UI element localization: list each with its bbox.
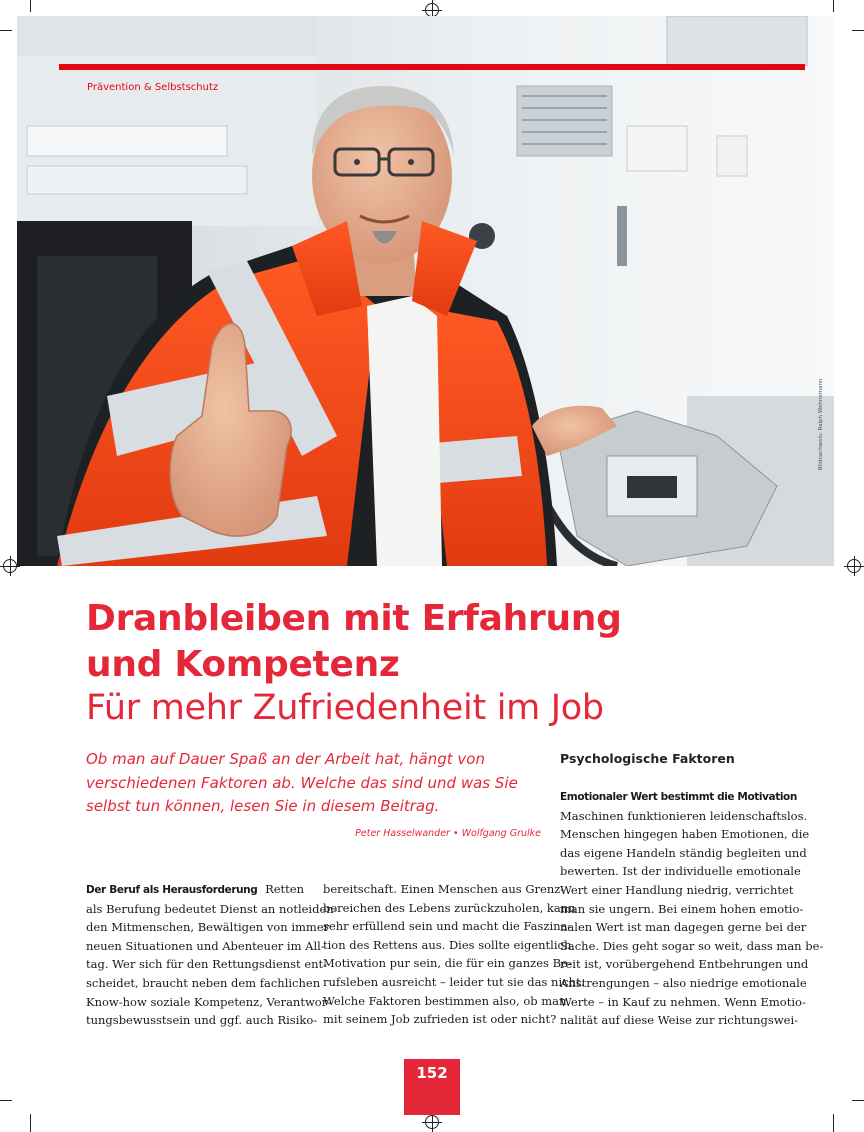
registration-mark-icon xyxy=(3,559,17,573)
crop-mark xyxy=(0,1100,12,1101)
header-red-bar xyxy=(59,64,805,70)
section-label: Prävention & Selbstschutz xyxy=(87,82,219,93)
body-line: bewerten. Ist der individuelle emotionale xyxy=(560,864,801,879)
body-line: mit seinem Job zufrieden ist oder nicht? xyxy=(323,1012,557,1027)
body-line: Wert einer Handlung niedrig, verrichtet xyxy=(560,882,794,897)
crop-mark xyxy=(0,30,12,31)
body-line: rufsleben ausreicht – leider tut sie das nicht. xyxy=(323,974,585,989)
hero-photo xyxy=(17,16,834,566)
page-number: 152 xyxy=(416,1064,448,1082)
registration-mark-icon xyxy=(847,559,861,573)
article-title xyxy=(86,596,622,688)
crop-mark xyxy=(30,0,31,12)
body-text: Retten xyxy=(265,882,304,896)
body-line: scheidet, braucht neben dem fachlichen xyxy=(86,975,321,990)
body-line: nalität auf diese Weise zur richtungswei- xyxy=(560,1013,799,1028)
paragraph-kicker: Emotionaler Wert bestimmt die Motivation xyxy=(560,791,797,803)
body-column-1 xyxy=(86,880,338,1030)
body-line: Sache. Dies geht sogar so weit, dass man be- xyxy=(560,938,824,953)
body-line: Anstrengungen – also niedrige emotionale xyxy=(560,975,807,990)
paramedic-illustration xyxy=(17,16,834,566)
lead-line: verschiedenen Faktoren ab. Welche das sind und was Sie xyxy=(86,773,518,792)
body-line: Werte – in Kauf zu nehmen. Wenn Emotio- xyxy=(560,994,806,1009)
body-line xyxy=(86,880,304,900)
body-line: nalen Wert ist man dagegen gerne bei der xyxy=(560,920,807,935)
body-line: sehr erfüllend sein und macht die Faszina- xyxy=(323,919,572,934)
paragraph-kicker: Der Beruf als Herausforderung xyxy=(86,884,258,896)
registration-mark-icon xyxy=(425,3,439,17)
crop-mark xyxy=(833,1114,834,1132)
body-line: Motivation pur sein, die für ein ganzes Be- xyxy=(323,956,572,971)
registration-mark-icon xyxy=(425,1115,439,1129)
body-line: tag. Wer sich für den Rettungsdienst ent- xyxy=(86,957,328,972)
authors: Peter Hasselwander • Wolfgang Grulke xyxy=(355,828,541,839)
body-column-2 xyxy=(323,880,585,1029)
article-title-line: Dranbleiben mit Erfahrung xyxy=(86,598,622,639)
lead-line: selbst tun können, lesen Sie in diesem Beitrag. xyxy=(86,797,440,815)
body-line: Know-how soziale Kompetenz, Verantwor- xyxy=(86,994,332,1009)
body-line: Menschen hingegen haben Emotionen, die xyxy=(560,827,810,842)
crop-mark xyxy=(30,1114,31,1132)
photo-credit: Bildnachweis: Ralph Wehnemann xyxy=(818,378,824,470)
body-line: den Mitmenschen, Bewältigen von immer xyxy=(86,920,330,935)
body-line: bereitschaft. Einen Menschen aus Grenz- xyxy=(323,882,565,896)
article-title-line: und Kompetenz xyxy=(86,644,400,685)
body-line: tion des Rettens aus. Dies sollte eigentlich xyxy=(323,937,572,952)
lead-paragraph xyxy=(86,748,526,819)
section-heading: Psychologische Faktoren xyxy=(560,751,735,766)
body-line: tungsbewusstsein und ggf. auch Risiko- xyxy=(86,1013,318,1028)
body-line: als Berufung bedeutet Dienst an notleiden- xyxy=(86,901,338,916)
body-line: reit ist, vorübergehend Entbehrungen und xyxy=(560,957,809,972)
body-line: Maschinen funktionieren leidenschaftslos. xyxy=(560,808,808,823)
crop-mark xyxy=(852,1100,864,1101)
article-subtitle: Für mehr Zufriedenheit im Job xyxy=(86,688,604,728)
body-line: man sie ungern. Bei einem hohen emotio- xyxy=(560,901,804,916)
crop-mark xyxy=(833,0,834,12)
body-column-3 xyxy=(560,788,824,1030)
body-line: bereichen des Lebens zurückzuholen, kann xyxy=(323,900,576,915)
crop-mark xyxy=(852,30,864,31)
body-line: Welche Faktoren bestimmen also, ob man xyxy=(323,993,567,1008)
lead-line: Ob man auf Dauer Spaß an der Arbeit hat, hängt von xyxy=(86,750,485,768)
body-line: das eigene Handeln ständig begleiten und xyxy=(560,845,807,860)
body-line: neuen Situationen und Abenteuer im All- xyxy=(86,938,325,953)
